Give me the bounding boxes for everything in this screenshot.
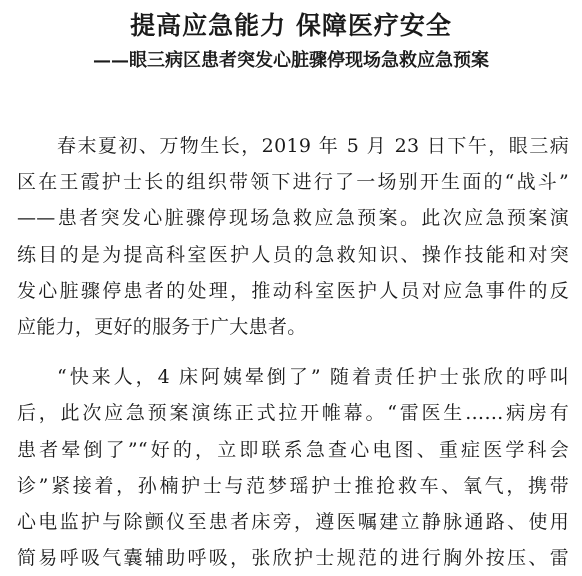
paragraph-line: 区在王霞护士长的组织带领下进行了一场别开生面的“战斗” — [17, 171, 569, 194]
paragraph-line: 诊”紧接着，孙楠护士与范梦瑶护士推抢救车、氧气，携带 — [17, 474, 569, 497]
paragraph-line: 春末夏初、万物生长，2019 年 5 月 23 日下午，眼三病 — [57, 135, 569, 157]
document-title: 提高应急能力 保障医疗安全 — [130, 11, 452, 40]
paragraph-line: ——患者突发心脏骤停现场急救应急预案。此次应急预案演 — [17, 207, 569, 230]
paragraph-line: 心电监护与除颤仪至患者床旁，遵医嘱建立静脉通路、使用 — [17, 510, 569, 533]
paragraph-line: 练目的是为提高科室医护人员的急救知识、操作技能和对突 — [17, 243, 569, 266]
paragraph-2 — [17, 359, 569, 576]
paragraph-line: 发心脏骤停患者的处理，推动科室医护人员对应急事件的反 — [17, 279, 569, 302]
article-body — [17, 128, 569, 576]
document-subtitle: ——眼三病区患者突发心脏骤停现场急救应急预案 — [93, 50, 489, 71]
paragraph-line: “快来人，4 床阿姨晕倒了” 随着责任护士张欣的呼叫 — [57, 366, 569, 389]
paragraph-line: 简易呼吸气囊辅助呼吸，张欣护士规范的进行胸外按压、雷 — [17, 547, 569, 570]
paragraph-line: 患者晕倒了”“好的，立即联系急查心电图、重症医学科会 — [17, 438, 569, 461]
paragraph-line: 后，此次应急预案演练正式拉开帷幕。“雷医生……病房有 — [17, 402, 569, 425]
paragraph-line: 应能力，更好的服务于广大患者。 — [17, 315, 307, 338]
paragraph-1 — [17, 128, 569, 345]
